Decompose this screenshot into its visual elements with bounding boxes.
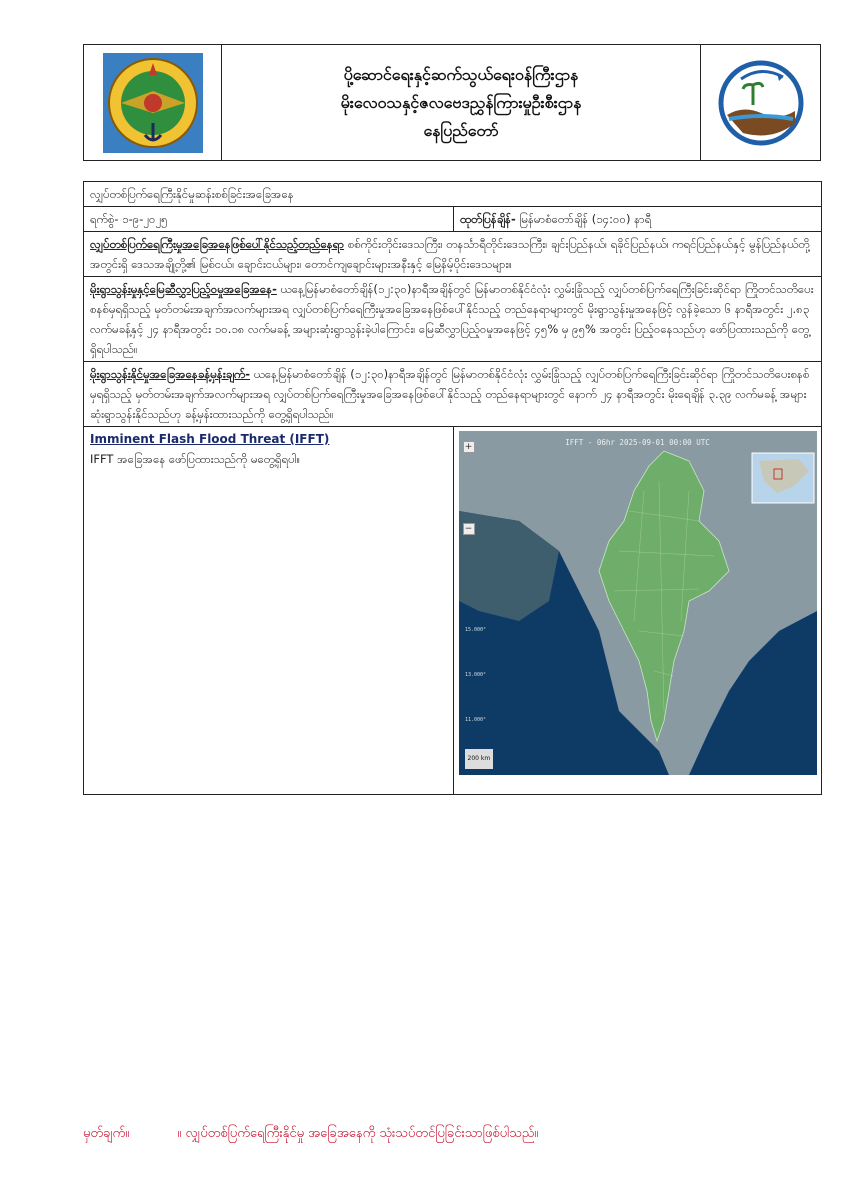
ministry-logo-cell	[84, 45, 222, 160]
report-table	[83, 181, 822, 795]
ifft-map-image	[459, 431, 817, 775]
map-lat-label-3: 11.000°	[464, 717, 486, 723]
doc-title: လျှပ်တစ်ပြက်ရေကြီးနိုင်မှုဆန်းစစ်ခြင်းအခြေအနေ	[90, 187, 294, 201]
issue-time-value: မြန်မာစံတော်ချိန် (၁၄:၀၀) နာရီ	[515, 212, 652, 226]
header-title-cell	[222, 45, 701, 160]
ministry-name: ပို့ဆောင်ရေးနှင့်ဆက်သွယ်ရေးဝန်ကြီးဌာန	[343, 64, 579, 84]
rain-forecast-cell	[84, 362, 822, 427]
department-name: မိုးလေဝသနှင့်ဇလဗေဒညွှန်ကြားမှုဦးစီးဌာန	[340, 92, 582, 112]
ifft-map[interactable]	[459, 431, 817, 775]
affected-area-text: စစ်ကိုင်းတိုင်းဒေသကြီး၊ တနင်္သာရီတိုင်းဒေသကြီး၊ ချင်းပြည်နယ်၊ ရခိုင်ပြည်နယ်၊ ကရင်ပြည်နယ်နှင့် မွန်ပြည်နယ်တို့အတွင်းရှိ ဒေသအချို့တို့၏ မြစ်ငယ်၊ ချောင်းငယ်များ၊ တောင်ကျချောင်းများအနီးနှင့် မြေနိမ့်ပိုင်းဒေသများ။	[90, 237, 810, 271]
rain-forecast-text: ယနေ့မြန်မာစံတော်ချိန် (၁၂:၃၀)နာရီအချိန်တွင် မြန်မာတစ်နိုင်ငံလုံး လွှမ်းခြုံသည့် လျှပ်တစ်ပြက်ရေကြီးခြင်းဆိုင်ရာ ကြိုတင်သတိပေးစနစ်မှရရှိသည့် မှတ်တမ်းအချက်အလက်များအရ လျှပ်တစ်ပြက်ရေကြီးမှုအခြေအနေဖြစ်ပေါ်နိုင်သည့် တည်နေရာများတွင် နောက် ၂၄ နာရီအတွင်း မိုးရေချိန် ၃.၃၉ လက်မခန့် အများဆုံးရွာသွန်းနိုင်သည်ဟု ခန့်မှန်းထားသည်ကို တွေ့ရှိရပါသည်။	[90, 367, 810, 421]
map-lat-label-1: 15.000°	[464, 627, 486, 633]
footer-note	[83, 1125, 538, 1144]
document-header	[83, 44, 821, 161]
date-cell	[84, 207, 454, 232]
map-scale-bar: 200 km	[465, 749, 494, 769]
rainfall-soil-text: ယနေ့မြန်မာစံတော်ချိန်(၁၂:၃၀)နာရီအချိန်တွင် မြန်မာတစ်နိုင်ငံလုံး လွှမ်းခြုံသည့် လျှပ်တစ်ပြက်ရေကြီးခြင်းဆိုင်ရာ ကြိုတင်သတိပေးစနစ်မှရရှိသည့် မှတ်တမ်းအချက်အလက်များအရ လျှပ်တစ်ပြက်ရေကြီးမှုအခြေအနေဖြစ်ပေါ်နိုင်သည့် တည်နေရာများတွင် မိုးရွာသွန်းမှုအနေဖြင့် လွန်ခဲ့သော ၆ နာရီအတွင်း ၂.၈၃ လက်မခန့်နှင့် ၂၄ နာရီအတွင်း ၁၀.၁၈ လက်မခန့် အများဆုံးရွာသွန်းခဲ့ပါကြောင်း၊ မြေဆီလွှာပြည့်ဝမှုအနေဖြင့် ၄၅% မှ ၉၅% အတွင်း ပြည့်ဝနေသည်ဟု ဖော်ပြထားသည်ကို တွေ့ရှိရပါသည်။	[90, 282, 814, 356]
issue-time-label: ထုတ်ပြန်ချိန်-	[460, 212, 516, 226]
rainfall-soil-heading: မိုးရွာသွန်းမှုနှင့်မြေဆီလွှာပြည့်ဝမှုအခြေအနေ-	[90, 282, 277, 296]
report-date: ရက်စွဲ- ၁-၉-၂၀၂၅	[90, 212, 168, 226]
department-logo-cell	[701, 45, 820, 160]
ifft-title[interactable]: Imminent Flash Flood Threat (IFFT)	[90, 432, 330, 446]
map-zoom-in-button[interactable]: +	[463, 441, 475, 453]
footer-text: ။ လျှပ်တစ်ပြက်ရေကြီးနိုင်မှု အခြေအနေကို သုံးသပ်တင်ပြခြင်းသာဖြစ်ပါသည်။	[177, 1126, 539, 1141]
ifft-status-text: IFFT အခြေအနေ ဖော်ပြထားသည်ကို မတွေ့ရှိရပါ။	[90, 452, 301, 466]
map-zoom-out-button[interactable]: −	[463, 523, 475, 535]
affected-area-cell	[84, 232, 822, 277]
ifft-cell	[84, 427, 454, 795]
map-cell	[454, 427, 822, 795]
footer-label: မှတ်ချက်။	[83, 1126, 130, 1141]
doc-title-cell	[84, 182, 822, 207]
map-lat-label-2: 13.000°	[464, 672, 486, 678]
issue-time-cell	[454, 207, 822, 232]
affected-area-heading: လျှပ်တစ်ပြက်ရေကြီးမှုအခြေအနေဖြစ်ပေါ်နိုင်သည့်တည်နေရာ	[90, 237, 345, 251]
water-cycle-logo-icon	[713, 55, 809, 151]
map-caption: IFFT - 06hr 2025-09-01 00:00 UTC	[565, 438, 710, 447]
location-name: နေပြည်တော်	[423, 120, 499, 140]
rainfall-soil-cell	[84, 277, 822, 362]
rain-forecast-heading: မိုးရွာသွန်းနိုင်မှုအခြေအနေခန့်မှန်းချက်-	[90, 367, 251, 381]
ministry-emblem-icon	[103, 53, 203, 153]
